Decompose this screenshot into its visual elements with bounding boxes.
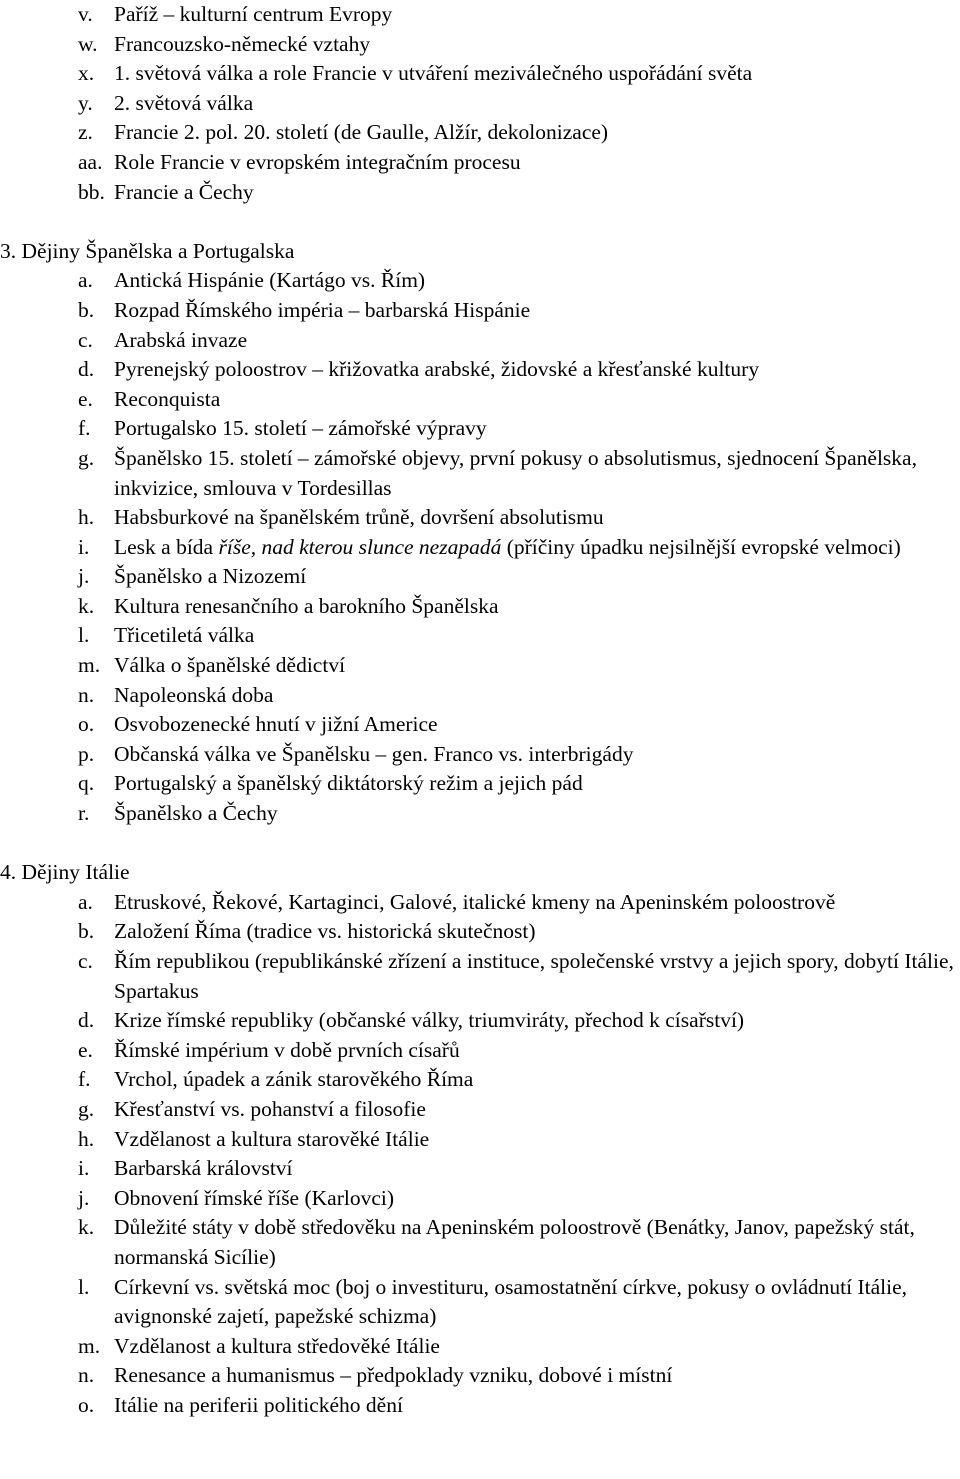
list-item-marker: e.	[78, 386, 93, 411]
list-item-text: Francie a Čechy	[114, 179, 254, 204]
list-item-text: Španělsko 15. století – zámořské objevy, první pokusy o absolutismus, sjednocení Španělska, inkvizice, smlouva v Tordesillas	[114, 445, 917, 500]
list-item	[0, 681, 960, 711]
list-item-text: Občanská válka ve Španělsku – gen. Franco vs. interbrigády	[114, 741, 634, 766]
list-item-text: Habsburkové na španělském trůně, dovršení absolutismu	[114, 505, 604, 530]
list-item-text: Portugalsko 15. století – zámořské výpravy	[114, 416, 487, 441]
list-item-text: Vzdělanost a kultura středověké Itálie	[114, 1333, 440, 1358]
list-item	[0, 533, 960, 563]
list-item	[0, 355, 960, 385]
list-item	[0, 178, 960, 208]
list-item-marker: b.	[78, 297, 95, 322]
list-item-text: Vrchol, úpadek a zánik starověkého Říma	[114, 1067, 474, 1092]
list-item	[0, 1184, 960, 1214]
list-item	[0, 1125, 960, 1155]
list-item-marker: g.	[78, 445, 95, 470]
list-item-text: Lesk a bída	[114, 534, 219, 559]
list-item-marker: p.	[78, 741, 95, 766]
list-item-text: Třicetiletá válka	[114, 623, 255, 648]
list-item-marker: y.	[78, 90, 93, 115]
list-item-marker: r.	[78, 801, 90, 826]
list-item-marker: i.	[78, 534, 90, 559]
list-item	[0, 414, 960, 444]
list-item-marker: l.	[78, 1274, 90, 1299]
list-item-text: Francie 2. pol. 20. století (de Gaulle, Alžír, dekolonizace)	[114, 120, 609, 145]
list-item-text: Napoleonská doba	[114, 682, 274, 707]
list-item-marker: k.	[78, 593, 95, 618]
list-item	[0, 1006, 960, 1036]
list-item-marker: l.	[78, 623, 90, 648]
list-item	[0, 592, 960, 622]
list-item-text: (příčiny úpadku nejsilnější evropské velmoci)	[501, 534, 901, 559]
section-spacer	[0, 207, 960, 237]
list-item-text: Antická Hispánie (Kartágo vs. Řím)	[114, 268, 426, 293]
list-item-text: Pyrenejský poloostrov – křižovatka arabské, židovské a křesťanské kultury	[114, 357, 760, 382]
list-item-marker: w.	[78, 31, 98, 56]
list-item-marker: d.	[78, 1008, 95, 1033]
list-item-text: Křesťanství vs. pohanství a filosofie	[114, 1096, 426, 1121]
list-item-text: 1. světová válka a role Francie v utváření meziválečného uspořádání světa	[114, 61, 753, 86]
list-item	[0, 59, 960, 89]
list-item-text: Portugalský a španělský diktátorský režim a jejich pád	[114, 771, 583, 796]
list-item-text: Důležité státy v době středověku na Apeninském poloostrově (Benátky, Janov, papežský stát, normanská Sicílie)	[114, 1215, 915, 1269]
list-item	[0, 1273, 960, 1332]
list-item-italic-phrase: říše, nad kterou slunce nezapadá	[218, 534, 502, 559]
list-item-text: Kultura renesančního a barokního Španělska	[114, 593, 499, 618]
list-item-marker: x.	[78, 61, 95, 86]
list-item-marker: m.	[78, 1333, 101, 1358]
list-item-text: Španělsko a Nizozemí	[114, 564, 307, 589]
list-item-text: Reconquista	[114, 386, 221, 411]
list-item	[0, 710, 960, 740]
list-item	[0, 148, 960, 178]
list-item	[0, 1391, 960, 1421]
list-item-marker: aa.	[78, 149, 103, 174]
section-spacer	[0, 829, 960, 859]
list-item-text: Barbarská království	[114, 1156, 293, 1181]
list-item	[0, 769, 960, 799]
list-item	[0, 1065, 960, 1095]
list-item	[0, 89, 960, 119]
list-item-marker: c.	[78, 327, 93, 352]
list-item	[0, 118, 960, 148]
list-item-marker: q.	[78, 771, 95, 796]
list-item-marker: h.	[78, 1126, 95, 1151]
list-item-marker: v.	[78, 2, 93, 26]
list-item	[0, 621, 960, 651]
list-item-text: Etruskové, Řekové, Kartaginci, Galové, italické kmeny na Apeninském poloostrově	[114, 889, 836, 914]
list-item	[0, 651, 960, 681]
list-item-text: Francouzsko-německé vztahy	[114, 31, 371, 56]
list-item	[0, 326, 960, 356]
list-item	[0, 444, 960, 503]
list-item-text: Role Francie v evropském integračním procesu	[114, 149, 521, 174]
list-item-text: Obnovení římské říše (Karlovci)	[114, 1185, 395, 1210]
list-item	[0, 385, 960, 415]
list-item-marker: i.	[78, 1156, 90, 1181]
list-item	[0, 503, 960, 533]
list-item-marker: a.	[78, 268, 93, 293]
list-item-text: Renesance a humanismus – předpoklady vzniku, dobové i místní	[114, 1363, 673, 1388]
list-item-marker: b.	[78, 919, 95, 944]
list-item	[0, 740, 960, 770]
list-item-marker: a.	[78, 889, 93, 914]
list-item-marker: f.	[78, 1067, 91, 1092]
list-item-marker: h.	[78, 505, 95, 530]
list-item-marker: n.	[78, 1363, 95, 1388]
list-item-marker: o.	[78, 712, 95, 737]
list-item-marker: n.	[78, 682, 95, 707]
list-item	[0, 1154, 960, 1184]
list-item-text: Arabská invaze	[114, 327, 248, 352]
list-item	[0, 562, 960, 592]
list-item-marker: j.	[78, 564, 90, 589]
list-item-marker: j.	[78, 1185, 90, 1210]
list-item-marker: c.	[78, 949, 93, 973]
list-item	[0, 917, 960, 947]
list-item-marker: z.	[78, 120, 93, 145]
list-item-text: 2. světová válka	[114, 90, 254, 115]
section-heading: 3. Dějiny Španělska a Portugalska	[0, 238, 295, 263]
list-item-text: Itálie na periferii politického dění	[114, 1392, 403, 1417]
list-item	[0, 30, 960, 60]
list-item-marker: f.	[78, 416, 91, 441]
list-item-text: Založení Říma (tradice vs. historická skutečnost)	[114, 919, 536, 944]
list-item-text: Válka o španělské dědictví	[114, 653, 346, 678]
section-heading: 4. Dějiny Itálie	[0, 860, 130, 885]
list-item	[0, 1213, 960, 1272]
list-item-marker: g.	[78, 1096, 95, 1121]
list-item-text: Rozpad Římského impéria – barbarská Hispánie	[114, 297, 531, 322]
list-item-text: Krize římské republiky (občanské války, triumviráty, přechod k císařství)	[114, 1008, 745, 1033]
list-item	[0, 799, 960, 829]
list-item-marker: m.	[78, 653, 101, 678]
list-item-text: Církevní vs. světská moc (boj o investituru, osamostatnění církve, pokusy o ovládnutí Itálie, avignonské zajetí, papežské schizma)	[114, 1274, 907, 1329]
list-item-text: Paříž – kulturní centrum Evropy	[114, 2, 393, 26]
list-item-marker: e.	[78, 1037, 93, 1062]
list-item-text: Osvobozenecké hnutí v jižní Americe	[114, 712, 438, 737]
list-item-text: Španělsko a Čechy	[114, 801, 278, 826]
list-item-marker: k.	[78, 1215, 95, 1240]
list-item	[0, 266, 960, 296]
list-item	[0, 1095, 960, 1125]
list-item	[0, 888, 960, 918]
list-item-marker: o.	[78, 1392, 95, 1417]
list-item	[0, 1361, 960, 1391]
list-item	[0, 296, 960, 326]
list-item-text: Vzdělanost a kultura starověké Itálie	[114, 1126, 430, 1151]
list-item	[0, 1332, 960, 1362]
list-item	[0, 1036, 960, 1066]
list-item-marker: d.	[78, 357, 95, 382]
list-item	[0, 947, 960, 1006]
list-item	[0, 0, 960, 30]
list-item-marker: bb.	[78, 179, 105, 204]
list-item-text: Řím republikou (republikánské zřízení a instituce, společenské vrstvy a jejich spory, dobytí Itálie, Spartakus	[114, 949, 954, 1003]
list-item-text: Římské impérium v době prvních císařů	[114, 1037, 460, 1062]
